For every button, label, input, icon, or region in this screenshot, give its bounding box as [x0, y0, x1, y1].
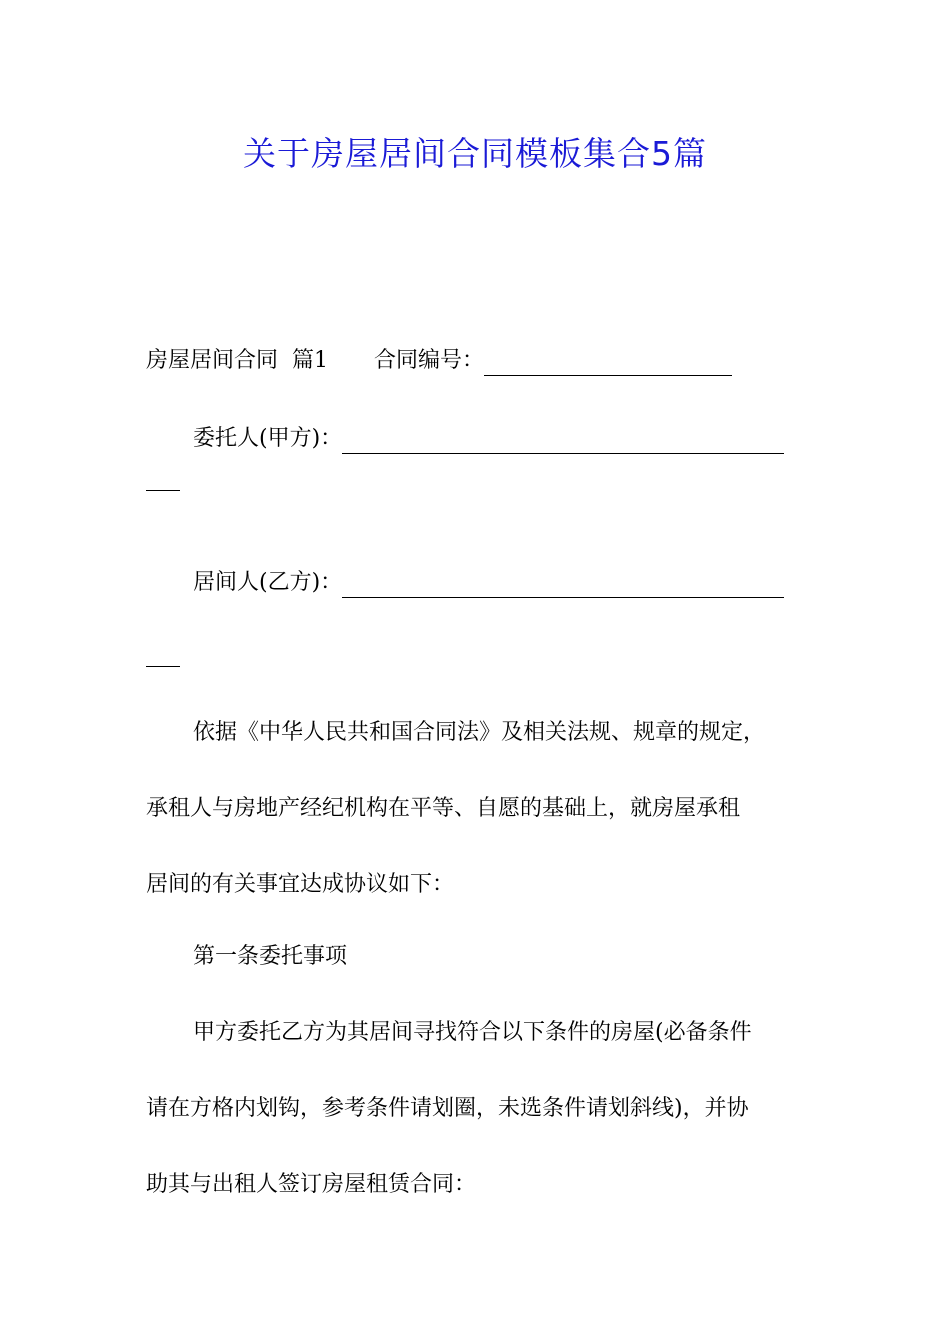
paragraph-line: 依据《中华人民共和国合同法》及相关法规、规章的规定，: [193, 720, 766, 745]
contract-number-label: 合同编号：: [374, 348, 485, 373]
intermediary-blank-continuation: [146, 666, 180, 667]
principal-line: [193, 424, 784, 454]
principal-label: 委托人(甲方)：: [193, 426, 343, 451]
article-heading: 第一条委托事项: [193, 944, 348, 969]
paragraph-line: 助其与出租人签订房屋租赁合同：: [146, 1172, 477, 1197]
intermediary-line: [193, 568, 784, 598]
document-title: 关于房屋居间合同模板集合5篇: [243, 134, 707, 173]
principal-blank: [342, 431, 784, 454]
section-label: 篇1: [292, 348, 329, 373]
intermediary-blank: [342, 575, 784, 598]
paragraph-line: 居间的有关事宜达成协议如下：: [146, 872, 455, 897]
contract-name: 房屋居间合同: [146, 348, 279, 373]
paragraph-line: 承租人与房地产经纪机构在平等、自愿的基础上，就房屋承租: [146, 796, 741, 821]
contract-number-blank: [484, 353, 732, 376]
paragraph-line: 甲方委托乙方为其居间寻找符合以下条件的房屋(必备条件: [193, 1020, 752, 1045]
contract-header: [146, 346, 732, 376]
paragraph-line: 请在方格内划钩，参考条件请划圈，未选条件请划斜线)，并协: [146, 1096, 749, 1121]
principal-blank-continuation: [146, 490, 180, 491]
intermediary-label: 居间人(乙方)：: [193, 570, 343, 595]
